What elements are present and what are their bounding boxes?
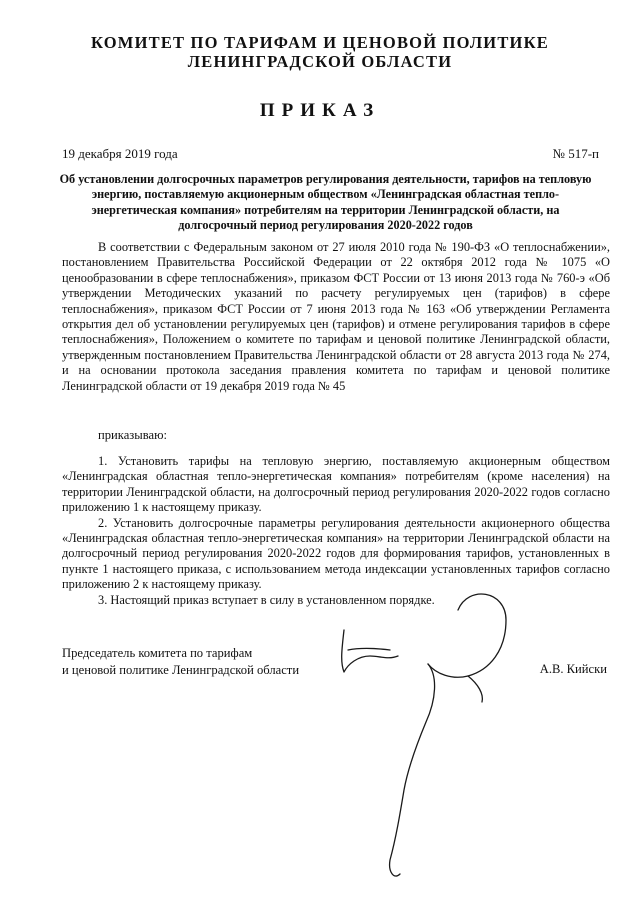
order-item-2: 2. Установить долгосрочные параметры регулирования деятельности акционерного общества «Ленинградская областная тепло-энергетическая компания» на территории Ленинградской области на долгосрочный период регулирования 2020-2022 годов для формирования тарифов, установленных в пункте 1 настоящего приказа, с использованием метода индексации установленных тарифов согласно приложению 2 к настоящему приказу. (62, 515, 610, 592)
authority-line-1: КОМИТЕТ ПО ТАРИФАМ И ЦЕНОВОЙ ПОЛИТИКЕ (91, 33, 549, 52)
signatory-name: А.В. Кийски (539, 662, 607, 676)
issuing-authority (0, 33, 640, 71)
order-item-3: 3. Настоящий приказ вступает в силу в установленном порядке. (98, 592, 435, 607)
document-number: № 517-п (552, 146, 599, 161)
authority-line-2: ЛЕНИНГРАДСКОЙ ОБЛАСТИ (187, 52, 453, 71)
order-items (62, 454, 610, 608)
signatory-position (62, 645, 299, 679)
preamble-paragraph: В соответствии с Федеральным законом от 27 июля 2010 года № 190-ФЗ «О теплоснабжении», постановлением Правительства Российской Федерации от 22 октября 2012 года № 1075 «О ценообразовании в сфере теплоснабжения», приказом ФСТ России от 13 июня 2013 года № 760-э «Об утверждении Методических указаний по расчету регулируемых цен (тарифов) в сфере теплоснабжения», приказом ФСТ России от 7 июня 2013 года № 163 «Об утверждении Регламента открытия дел об установлении регулируемых цен (тарифов) и отмене регулирования тарифов в сфере теплоснабжения», Положением о комитете по тарифам и ценовой политике Ленинградской области, утвержденным постановлением Правительства Ленинградской области от 28 августа 2013 года № 274, и на основании протокола заседания правления комитета по тарифам и ценовой политике Ленинградской области от 19 декабря 2019 года № 45 (62, 240, 610, 393)
document-title: ПРИКАЗ (259, 100, 381, 121)
document-subject: Об установлении долгосрочных параметров регулирования деятельности, тарифов на тепловую энергию, поставляемую акционерным обществом «Ленинградская областная тепло-энергетическая компания» потребителям на территории Ленинградской области, на долгосрочный период регулирования 2020-2022 годов (59, 172, 592, 233)
document-date: 19 декабря 2019 года (62, 146, 178, 161)
handwritten-signature (318, 590, 538, 890)
order-item-1: 1. Установить тарифы на тепловую энергию, поставляемую акционерным обществом «Ленинградская областная тепло-энергетическая компания» потребителям (кроме населения) на территории Ленинградской области, на долгосрочный период регулирования 2020-2022 годов согласно приложению 1 к настоящему приказу. (62, 454, 610, 515)
preamble (62, 240, 610, 394)
orders-word: приказываю: (98, 428, 168, 442)
signatory-position-line-1: Председатель комитета по тарифам (62, 646, 253, 660)
signatory-position-line-2: и ценовой политике Ленинградской области (62, 663, 300, 677)
